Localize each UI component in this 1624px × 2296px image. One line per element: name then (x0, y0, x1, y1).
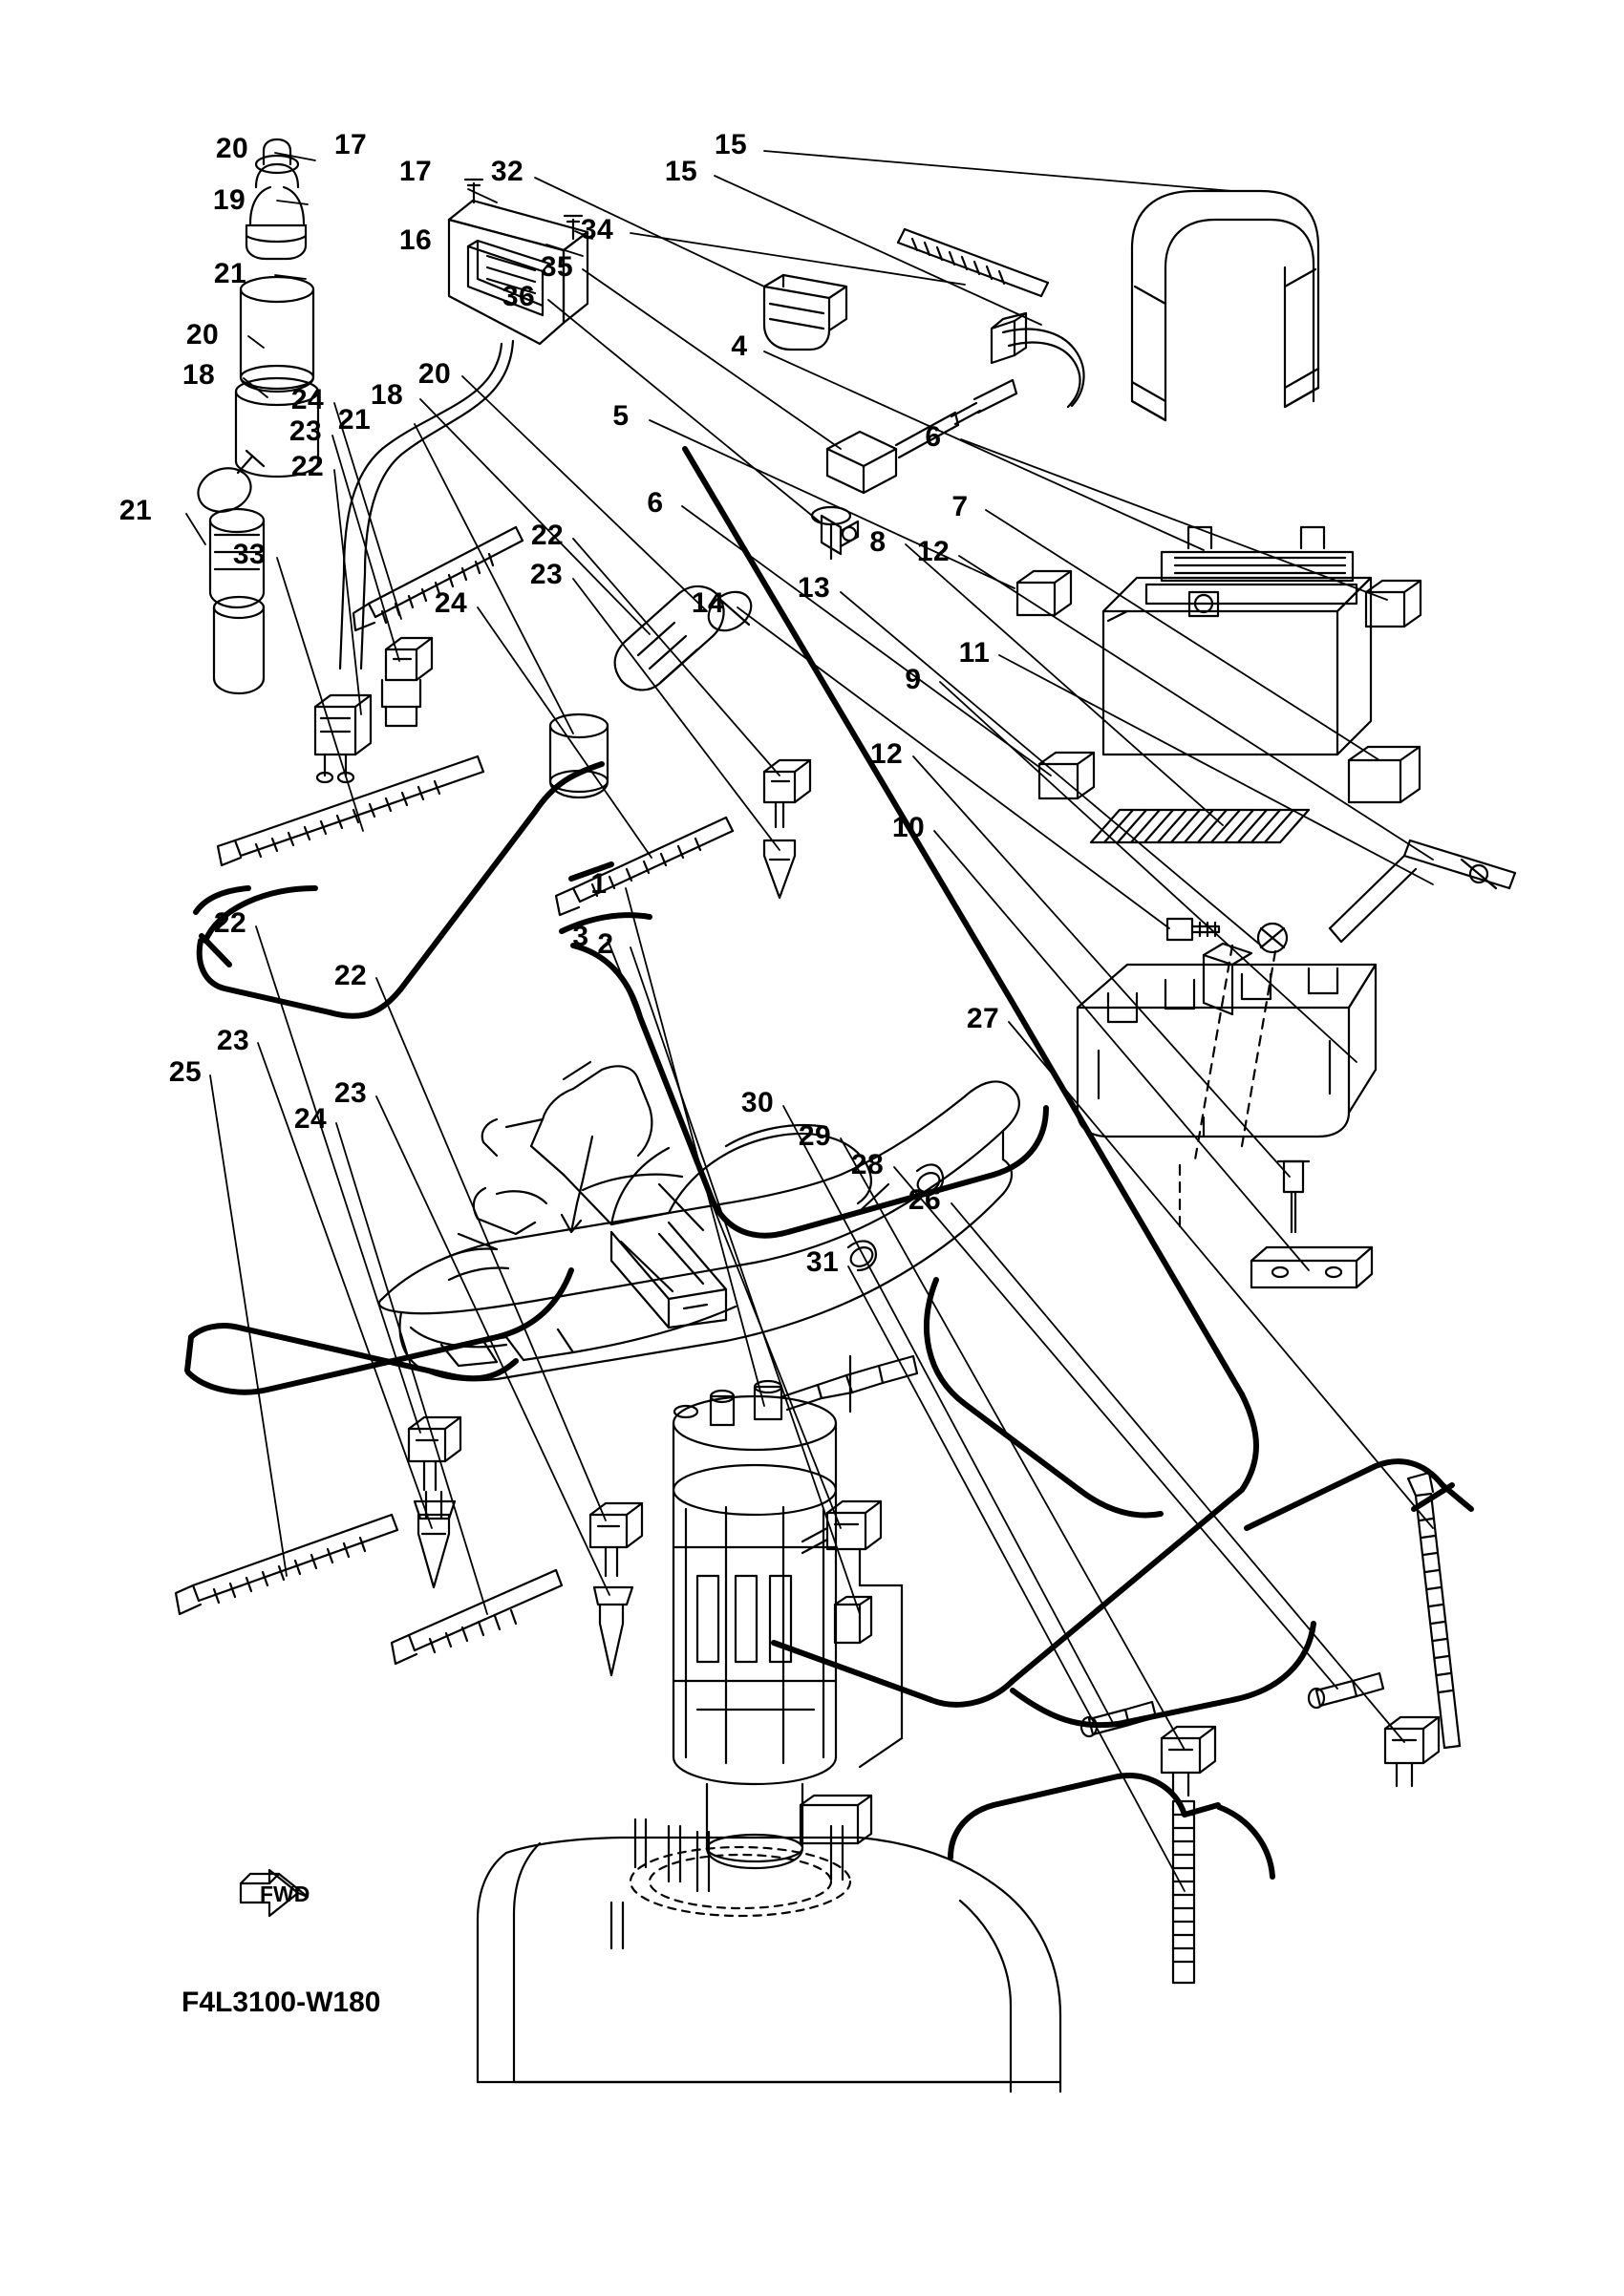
callout-1: 1 (590, 868, 608, 900)
callout-21-c: 21 (118, 495, 153, 526)
callout-23-b: 23 (529, 559, 564, 590)
diagram-code-label: F4L3100-W180 (182, 1987, 381, 2018)
callout-35: 35 (540, 251, 574, 283)
fwd-orientation-label: FWD (260, 1881, 310, 1906)
callout-10: 10 (891, 812, 926, 843)
callout-8: 8 (869, 526, 887, 558)
callout-18-b: 18 (370, 379, 404, 411)
callout-29: 29 (798, 1120, 832, 1152)
callout-24-c: 24 (293, 1103, 328, 1135)
callout-21-b: 21 (337, 404, 372, 436)
callout-14: 14 (691, 587, 725, 619)
callout-12-a: 12 (916, 536, 951, 567)
callout-17-a: 17 (333, 129, 368, 160)
callout-2: 2 (597, 928, 614, 960)
callout-23-c: 23 (216, 1025, 250, 1056)
callout-24-b: 24 (434, 587, 468, 619)
callout-15-b: 15 (664, 156, 698, 187)
callout-3: 3 (572, 921, 589, 952)
callout-36: 36 (502, 281, 536, 312)
callout-21-a: 21 (213, 258, 247, 289)
callout-22-c: 22 (213, 907, 247, 939)
callout-24-a: 24 (290, 384, 325, 415)
callout-6-a: 6 (925, 421, 942, 453)
callout-22-d: 22 (333, 960, 368, 991)
callout-26: 26 (908, 1184, 942, 1216)
callout-15-a: 15 (714, 129, 748, 160)
callout-12-b: 12 (869, 738, 904, 770)
callout-6-b: 6 (647, 487, 664, 519)
callout-22-a: 22 (290, 451, 325, 482)
callout-34: 34 (580, 214, 614, 245)
callout-19: 19 (212, 184, 246, 216)
callout-7: 7 (951, 491, 969, 522)
callout-13: 13 (797, 572, 831, 604)
callout-16: 16 (398, 224, 433, 256)
callout-28: 28 (850, 1149, 885, 1180)
callout-11: 11 (958, 637, 991, 669)
callout-22-b: 22 (530, 520, 565, 551)
callout-25: 25 (168, 1056, 203, 1088)
callout-31: 31 (805, 1246, 840, 1278)
callout-20-b: 20 (185, 319, 220, 351)
callout-9: 9 (905, 664, 922, 695)
callout-27: 27 (966, 1003, 1000, 1034)
callout-30: 30 (740, 1087, 775, 1118)
callout-33: 33 (232, 539, 267, 570)
callout-20-c: 20 (417, 358, 452, 390)
callout-23-d: 23 (333, 1077, 368, 1109)
callout-32: 32 (490, 156, 524, 187)
callout-4: 4 (731, 330, 748, 362)
callout-23-a: 23 (288, 415, 323, 447)
callout-5: 5 (612, 400, 630, 432)
callout-20-a: 20 (215, 133, 249, 164)
callout-17-b: 17 (398, 156, 433, 187)
callout-18-a: 18 (182, 359, 216, 391)
